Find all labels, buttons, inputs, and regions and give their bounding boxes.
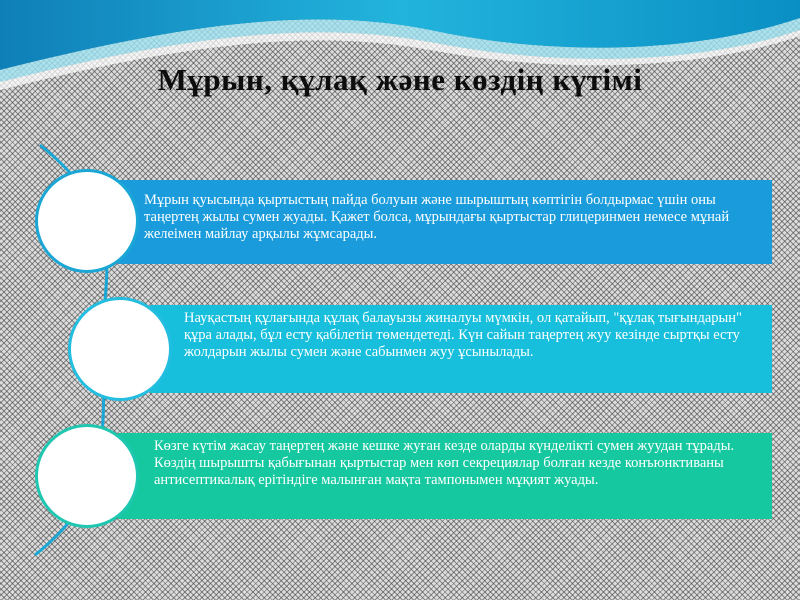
list-item-circle-marker xyxy=(35,169,139,273)
list-item-text: Мұрын қуысында қыртыстың пайда болуын және шырыштың көптігін болдырмас үшін оны таңертең жылы сумен жуады. Қажет болса, мұрындағы қыртыстар глицеринмен немесе мұнай желеімен майлау арқылы жұмсарады. xyxy=(144,192,730,242)
list-item-circle-marker xyxy=(35,424,139,528)
list-item-eye-care xyxy=(118,433,772,519)
list-item-nose-care xyxy=(118,180,772,264)
list-item-circle-marker xyxy=(68,297,172,401)
list-item-text: Көзге күтім жасау таңертең және кешке жуған кезде оларды күнделікті сумен жуудан тұрады. Көздің шырышты қабығынан қыртыстар мен көп секрециялар болған кезде конъюнктиваны антисептикалық ерітіндіге малынған мақта тампонымен мұқият жуады. xyxy=(154,438,735,488)
page-title: Мұрын, құлақ және көздің күтімі xyxy=(157,62,643,97)
list-item-text: Науқастың құлағында құлақ балауызы жиналуы мүмкін, ол қатайып, "құлақ тығындарын" құра алады, бұл есту қабілетін төмендетеді. Күн сайын таңертең жуу кезінде сыртқы есту жолдарын жылы сумен және сабынмен жуу ұсынылады. xyxy=(184,310,742,360)
list-item-ear-care xyxy=(150,305,772,393)
